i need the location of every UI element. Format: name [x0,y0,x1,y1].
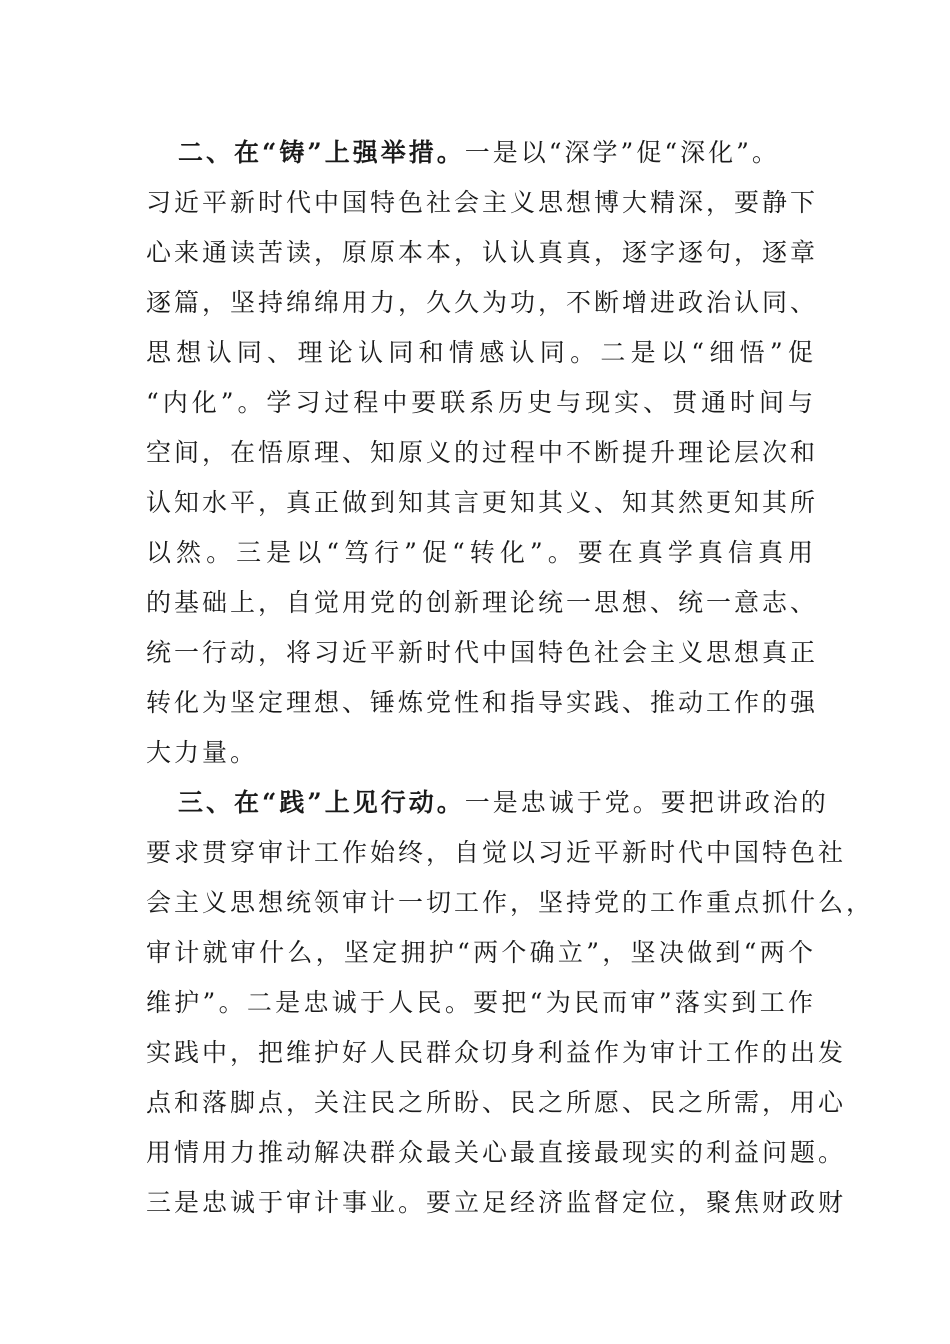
section2-line-1: 习近平新时代中国特色社会主义思想博大精深，要静下 [146,188,819,217]
section2-line-6: 空间，在悟原理、知原义的过程中不断提升理论层次和 [146,438,819,467]
body-text [146,128,875,1228]
section2-line-10: 统一行动，将习近平新时代中国特色社会主义思想真正 [146,638,819,667]
section2-line-11: 转化为坚定理想、锤炼党性和指导实践、推动工作的强 [146,688,819,717]
section2-line-4: 思想认同、理论认同和情感认同。二是以“细悟”促 [146,338,816,367]
section3-line-0: 一是忠诚于党。要把讲政治的 [464,788,829,817]
section2-line-12: 大力量。 [146,738,259,767]
section2-line-8: 以然。三是以“笃行”促“转化”。要在真学真信真用 [146,538,816,567]
section3-heading: 三、在“践”上见行动。 [178,788,465,817]
section2-first-line [146,128,816,178]
section2-line-2: 心来通读苦读，原原本本，认认真真，逐字逐句，逐章 [146,238,819,267]
section2-line-5: “内化”。学习过程中要联系历史与现实、贯通时间与 [146,388,816,417]
section2-line-0: 一是以“深学”促“深化”。 [464,138,780,167]
section3-line-4: 维护”。二是忠诚于人民。要把“为民而审”落实到工作 [146,988,816,1017]
section3-line-1: 要求贯穿审计工作始终，自觉以习近平新时代中国特色社 [146,838,847,867]
section3-line-3: 审计就审什么，坚定拥护“两个确立”，坚决做到“两个 [146,938,816,967]
section2-line-7: 认知水平，真正做到知其言更知其义、知其然更知其所 [146,488,819,517]
section2-heading: 二、在“铸”上强举措。 [178,138,465,167]
section2-line-3: 逐篇，坚持绵绵用力，久久为功，不断增进政治认同、 [146,288,819,317]
section3-line-5: 实践中，把维护好人民群众切身利益作为审计工作的出发 [146,1038,847,1067]
section3-line-2: 会主义思想统领审计一切工作，坚持党的工作重点抓什么， [146,888,875,917]
section2-line-9: 的基础上，自觉用党的创新理论统一思想、统一意志、 [146,588,819,617]
section3-line-8: 三是忠诚于审计事业。要立足经济监督定位，聚焦财政财 [146,1188,847,1217]
section3-line-6: 点和落脚点，关注民之所盼、民之所愿、民之所需，用心 [146,1088,847,1117]
section3-line-7: 用情用力推动解决群众最关心最直接最现实的利益问题。 [146,1138,847,1167]
section3-first-line [146,778,829,828]
